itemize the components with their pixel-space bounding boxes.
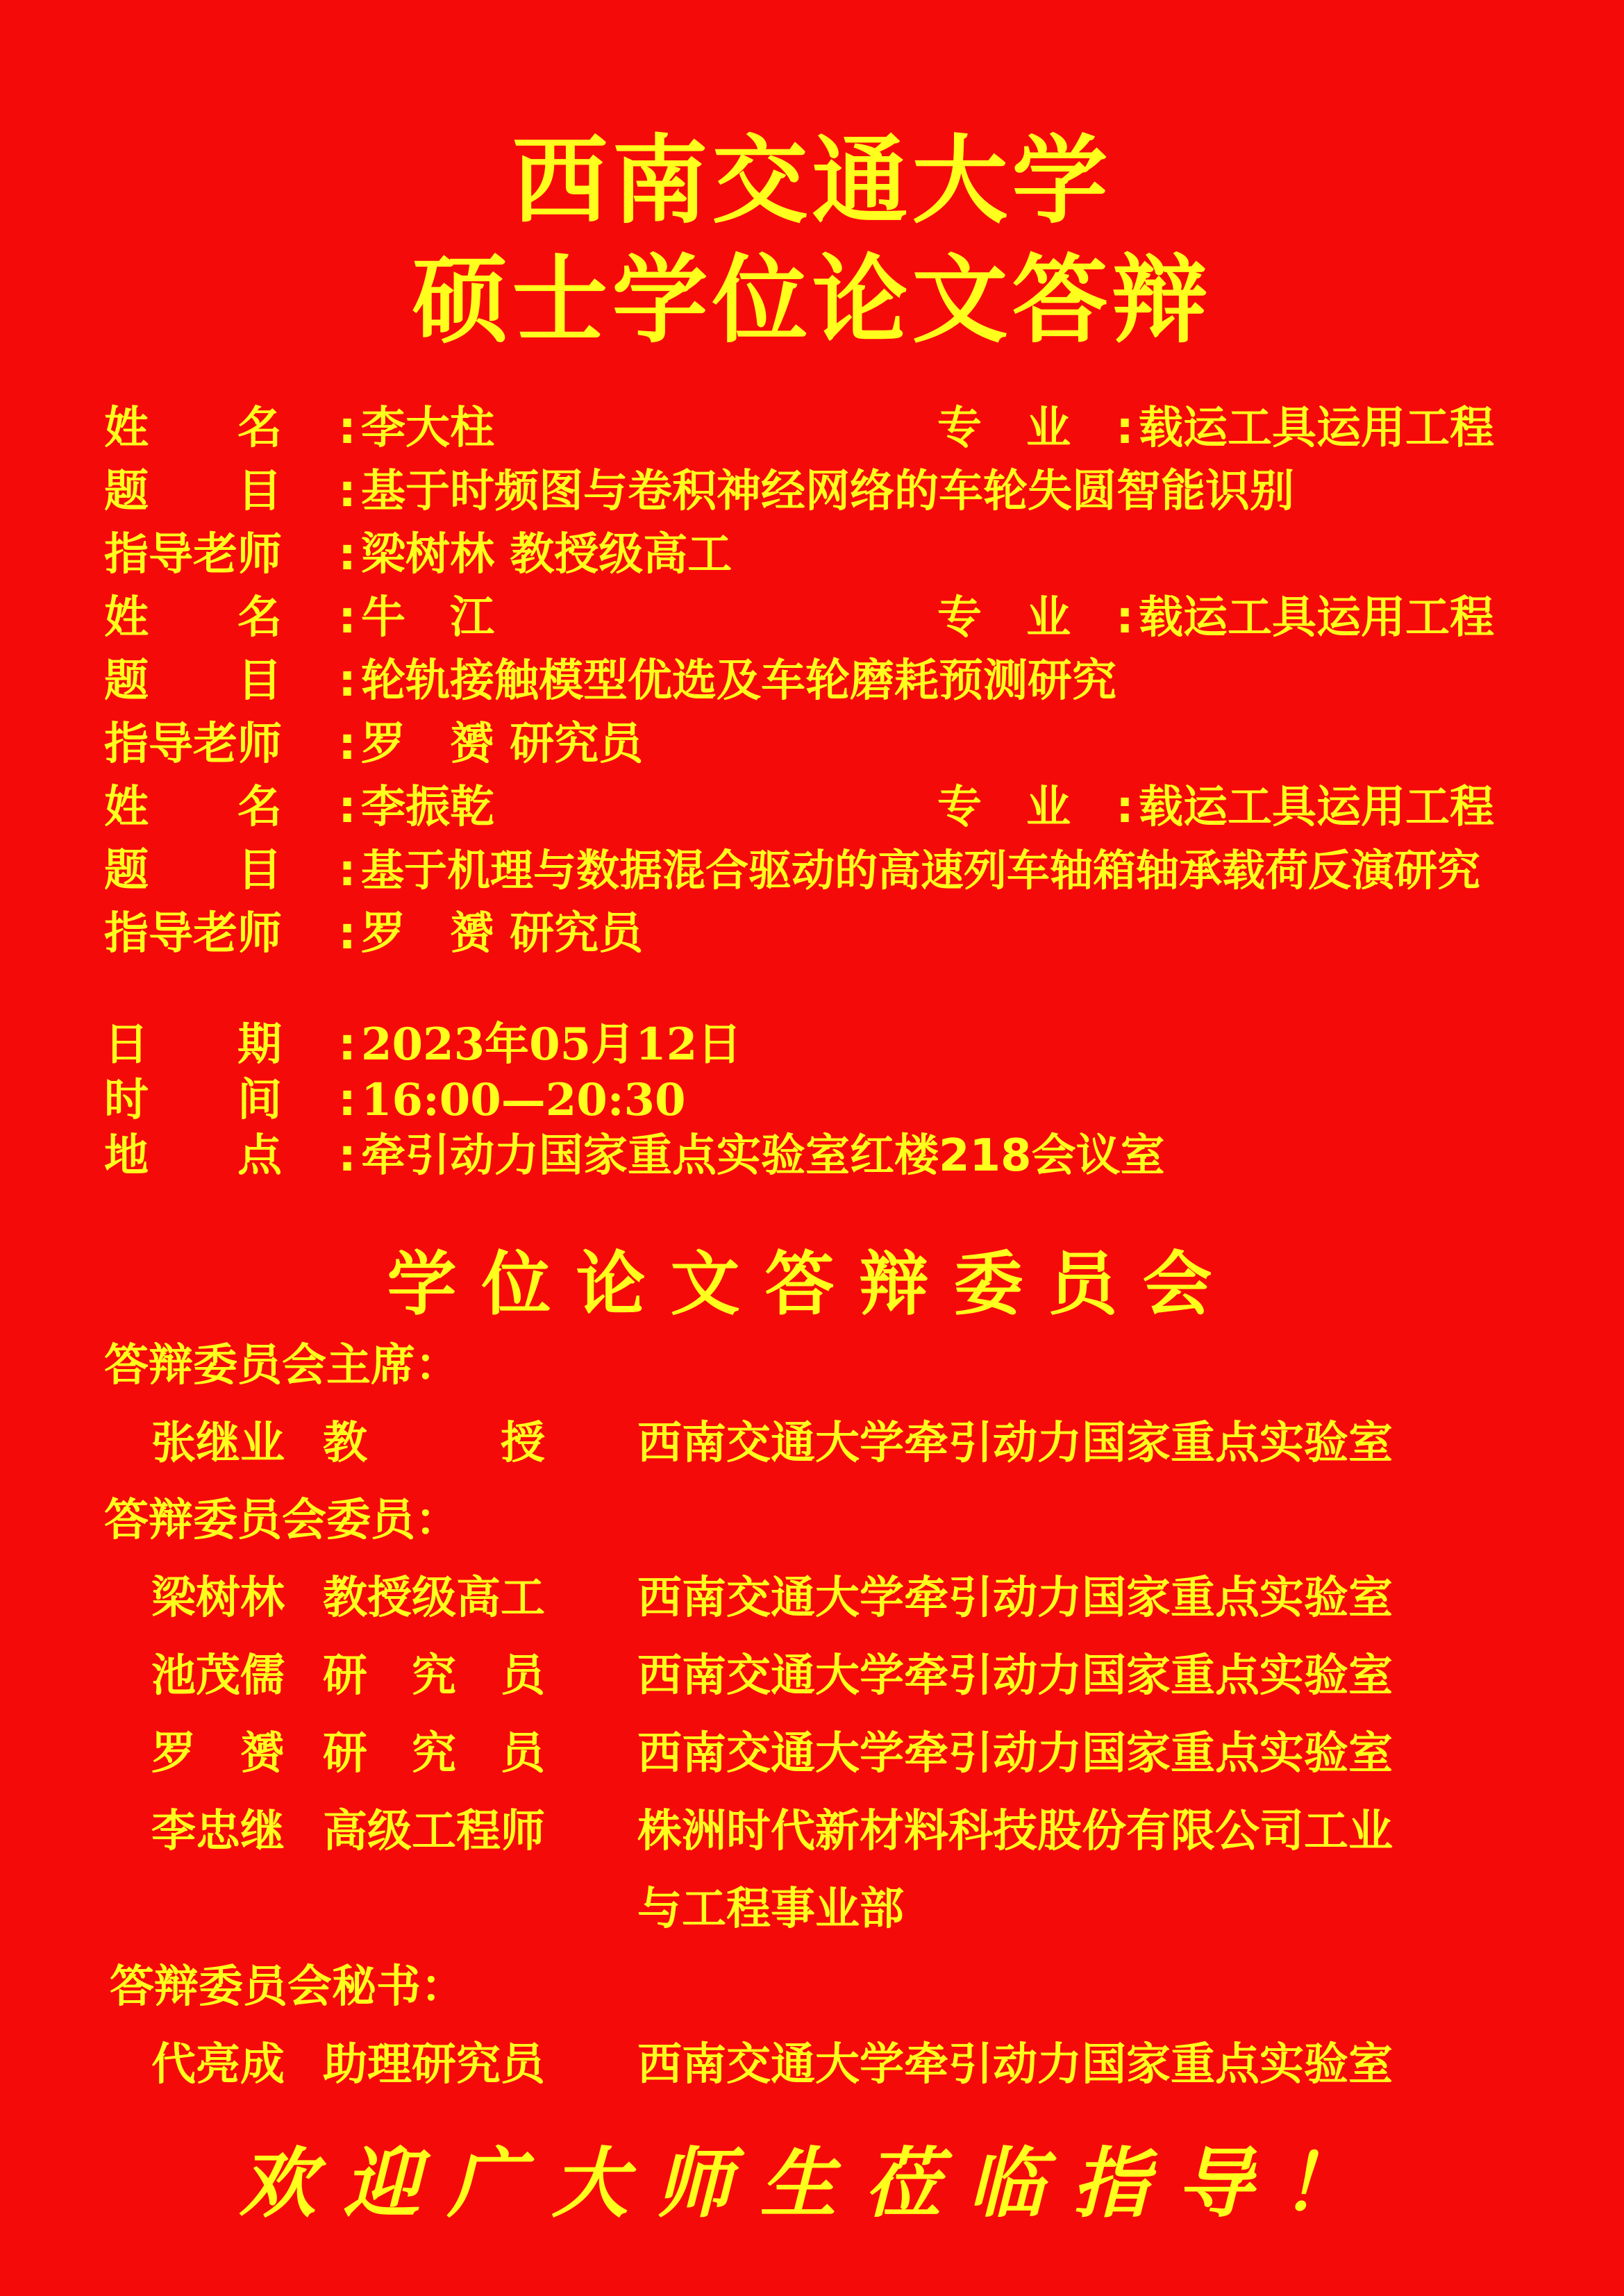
secretary-heading: 答辩委员会秘书： bbox=[110, 1961, 465, 2013]
colon: : bbox=[338, 1019, 356, 1071]
member-3-name: 罗 赟 bbox=[151, 1728, 285, 1779]
student-name: 李大柱 bbox=[361, 403, 494, 454]
colon: : bbox=[1116, 782, 1134, 833]
title-defense: 硕士学位论文答辩 bbox=[412, 244, 1212, 356]
student-2-name-row bbox=[104, 592, 494, 644]
advisor-label: 指导老师 bbox=[104, 908, 282, 960]
colon: : bbox=[338, 908, 356, 960]
member-3-org: 西南交通大学牵引动力国家重点实验室 bbox=[637, 1728, 1393, 1779]
place-value: 牵引动力国家重点实验室红楼218会议室 bbox=[361, 1130, 1165, 1182]
date-value: 2023年05月12日 bbox=[361, 1019, 742, 1071]
student-2-major-row bbox=[937, 592, 1494, 644]
student-2-advisor-row bbox=[104, 719, 644, 770]
colon: : bbox=[338, 845, 356, 896]
student-major: 载运工具运用工程 bbox=[1139, 782, 1494, 833]
student-advisor: 罗 赟 研究员 bbox=[361, 719, 644, 770]
student-3-name-row bbox=[104, 782, 494, 833]
colon: : bbox=[338, 1130, 356, 1182]
colon: : bbox=[338, 592, 356, 644]
student-1-name-row bbox=[104, 403, 494, 454]
members-heading: 答辩委员会委员： bbox=[104, 1495, 460, 1546]
student-1-topic-row bbox=[104, 466, 1294, 517]
major-label: 专 业 bbox=[937, 403, 1071, 454]
committee-title: 学位论文答辩委员会 bbox=[387, 1243, 1237, 1325]
student-topic: 基于时频图与卷积神经网络的车轮失圆智能识别 bbox=[361, 466, 1294, 517]
colon: : bbox=[338, 403, 356, 454]
place-label: 地 点 bbox=[104, 1130, 282, 1182]
advisor-label: 指导老师 bbox=[104, 529, 282, 580]
chair-title: 教 授 bbox=[323, 1418, 545, 1469]
student-3-advisor-row bbox=[104, 908, 644, 960]
colon: : bbox=[338, 719, 356, 770]
colon: : bbox=[338, 466, 356, 517]
student-3-topic-row bbox=[104, 845, 1481, 896]
time-label: 时 间 bbox=[104, 1075, 282, 1126]
time-value: 16:00—20:30 bbox=[361, 1074, 686, 1126]
topic-label: 题 目 bbox=[104, 845, 282, 896]
student-topic: 基于机理与数据混合驱动的高速列车轴箱轴承载荷反演研究 bbox=[361, 845, 1481, 896]
student-1-advisor-row bbox=[104, 529, 733, 580]
name-label: 姓 名 bbox=[104, 403, 282, 454]
member-2-title: 研 究 员 bbox=[323, 1650, 545, 1702]
secretary-org: 西南交通大学牵引动力国家重点实验室 bbox=[637, 2039, 1393, 2090]
student-name: 李振乾 bbox=[361, 782, 494, 833]
member-1-name: 梁树林 bbox=[151, 1573, 285, 1624]
colon: : bbox=[338, 782, 356, 833]
member-2-org: 西南交通大学牵引动力国家重点实验室 bbox=[637, 1650, 1393, 1702]
date-row bbox=[104, 1019, 742, 1071]
title-university: 西南交通大学 bbox=[512, 125, 1112, 237]
secretary-name: 代亮成 bbox=[151, 2039, 285, 2090]
student-major: 载运工具运用工程 bbox=[1139, 403, 1494, 454]
student-3-major-row bbox=[937, 782, 1494, 833]
colon: : bbox=[338, 655, 356, 707]
student-name: 牛 江 bbox=[361, 592, 494, 644]
member-4-org-line2: 与工程事业部 bbox=[637, 1884, 904, 1935]
advisor-label: 指导老师 bbox=[104, 719, 282, 770]
colon: : bbox=[1116, 403, 1134, 454]
chair-heading: 答辩委员会主席： bbox=[104, 1340, 460, 1391]
student-advisor: 罗 赟 研究员 bbox=[361, 908, 644, 960]
chair-name: 张继业 bbox=[151, 1418, 285, 1469]
name-label: 姓 名 bbox=[104, 592, 282, 644]
major-label: 专 业 bbox=[937, 592, 1071, 644]
date-label: 日 期 bbox=[104, 1019, 282, 1071]
student-major: 载运工具运用工程 bbox=[1139, 592, 1494, 644]
major-label: 专 业 bbox=[937, 782, 1071, 833]
student-topic: 轮轨接触模型优选及车轮磨耗预测研究 bbox=[361, 655, 1116, 707]
name-label: 姓 名 bbox=[104, 782, 282, 833]
place-row bbox=[104, 1130, 1165, 1182]
colon: : bbox=[1116, 592, 1134, 644]
member-1-title: 教授级高工 bbox=[323, 1573, 545, 1624]
welcome-message: 欢迎广大师生莅临指导！ bbox=[239, 2138, 1385, 2228]
student-advisor: 梁树林 教授级高工 bbox=[361, 529, 733, 580]
member-4-name: 李忠继 bbox=[151, 1806, 285, 1857]
member-3-title: 研 究 员 bbox=[323, 1728, 545, 1779]
topic-label: 题 目 bbox=[104, 466, 282, 517]
member-4-org: 株洲时代新材料科技股份有限公司工业 bbox=[637, 1806, 1393, 1857]
student-1-major-row bbox=[937, 403, 1494, 454]
topic-label: 题 目 bbox=[104, 655, 282, 707]
member-4-title: 高级工程师 bbox=[323, 1806, 545, 1857]
colon: : bbox=[338, 529, 356, 580]
chair-org: 西南交通大学牵引动力国家重点实验室 bbox=[637, 1418, 1393, 1469]
time-row bbox=[104, 1074, 686, 1126]
member-2-name: 池茂儒 bbox=[151, 1650, 285, 1702]
student-2-topic-row bbox=[104, 655, 1116, 707]
colon: : bbox=[338, 1075, 356, 1126]
secretary-title: 助理研究员 bbox=[323, 2039, 545, 2090]
member-1-org: 西南交通大学牵引动力国家重点实验室 bbox=[637, 1573, 1393, 1624]
